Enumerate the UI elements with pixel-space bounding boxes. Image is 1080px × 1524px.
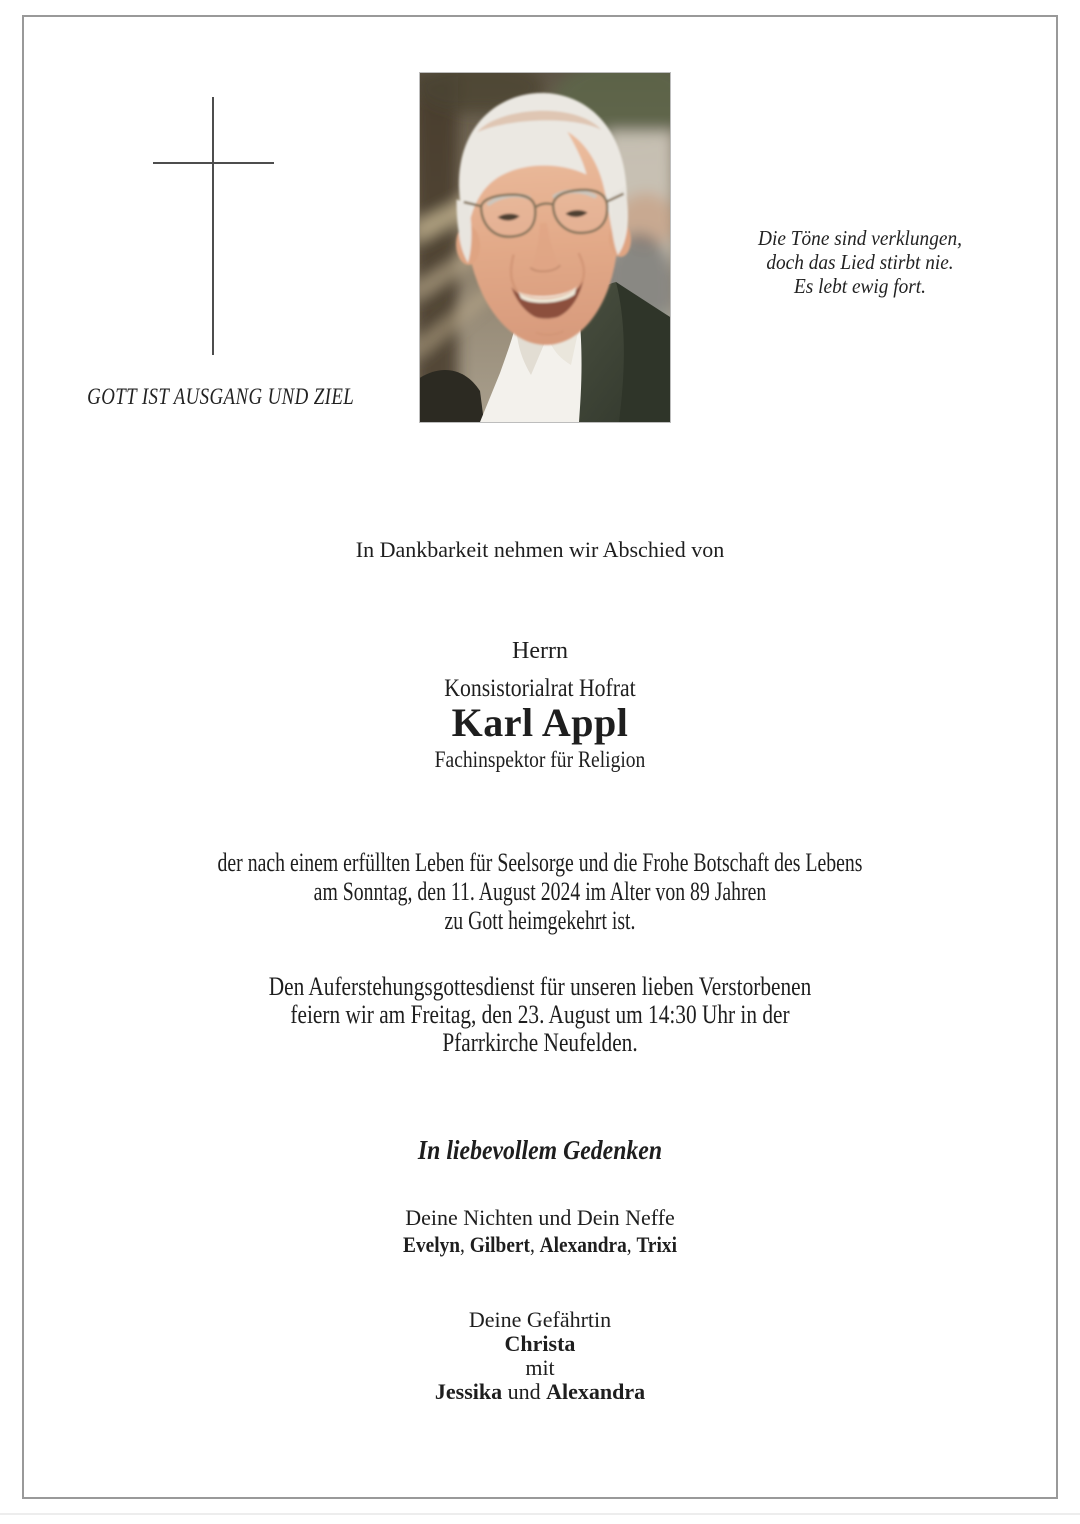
life-line-3: zu Gott heimgekehrt ist. <box>444 906 636 935</box>
farewell-intro: In Dankbarkeit nehmen wir Abschied von <box>355 537 725 562</box>
companion-with-names <box>0 1380 1080 1404</box>
name-separator: , <box>460 1232 465 1257</box>
memorial-verse <box>750 226 971 298</box>
companion-label: Deine Gefährtin <box>468 1307 612 1332</box>
service-line-3: Pfarrkirche Neufelden. <box>442 1028 638 1057</box>
deceased-name: Karl Appl <box>451 700 629 745</box>
portrait-photo-image <box>420 73 670 422</box>
companion-name: Christa <box>504 1331 576 1356</box>
verse-line-2: doch das Lied stirbt nie. <box>766 250 954 274</box>
life-paragraph <box>130 848 951 935</box>
verse-line-3: Es lebt ewig fort. <box>793 274 927 298</box>
bottom-edge-line <box>0 1513 1080 1515</box>
relative-name: Evelyn <box>403 1232 461 1257</box>
cross-vertical-bar <box>212 97 214 355</box>
cross-horizontal-bar <box>153 162 274 164</box>
companion-block <box>0 1308 1080 1404</box>
life-line-1: der nach einem erfüllten Leben für Seelsorge und die Frohe Botschaft des Lebens <box>217 848 863 877</box>
profession: Fachinspektor für Religion <box>434 747 646 772</box>
honorific-title: Konsistorialrat Hofrat <box>444 675 636 702</box>
relatives-label: Deine Nichten und Dein Neffe <box>405 1205 675 1230</box>
memorial-heading: In liebevollem Gedenken <box>417 1135 663 1165</box>
verse-line-1: Die Töne sind verklungen, <box>758 226 962 250</box>
relatives-block <box>0 1204 1080 1258</box>
portrait-photo <box>419 72 671 423</box>
relative-name: Alexandra <box>539 1232 627 1257</box>
companion-connector: mit <box>525 1355 555 1380</box>
service-paragraph <box>97 973 983 1057</box>
service-line-1: Den Auferstehungsgottesdienst für unseren lieben Verstorbenen <box>268 972 812 1001</box>
conjunction: und <box>507 1379 541 1404</box>
relatives-names <box>65 1231 1015 1258</box>
with-name: Jessika <box>434 1379 503 1404</box>
relative-name: Gilbert <box>469 1232 530 1257</box>
name-separator: , <box>626 1232 632 1257</box>
service-line-2: feiern wir am Freitag, den 23. August um 14:30 Uhr in der <box>290 1000 790 1029</box>
name-separator: , <box>529 1232 535 1257</box>
relative-name: Trixi <box>636 1232 677 1257</box>
salutation: Herrn <box>512 638 568 664</box>
life-line-2: am Sonntag, den 11. August 2024 im Alter von 89 Jahren <box>313 877 767 906</box>
motto-text: GOTT IST AUSGANG UND ZIEL <box>87 384 355 409</box>
with-name: Alexandra <box>546 1379 646 1404</box>
